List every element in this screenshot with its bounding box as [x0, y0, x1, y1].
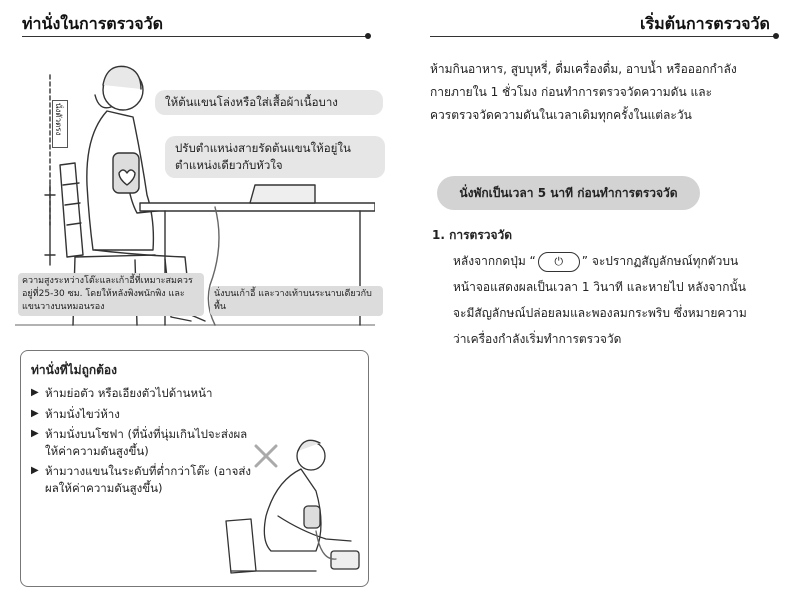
- wrong-posture-box: [20, 350, 369, 587]
- note-feet-flat: นั่งบนเก้าอี้ และวางเท้าบนระนาบเดียวกับ พื้น: [210, 286, 383, 316]
- step-title: 1. การตรวจวัด: [432, 228, 513, 242]
- list-item: ▶ ห้ามย่อตัว หรือเอียงตัวไปด้านหน้า: [31, 385, 256, 402]
- rest-five-minutes-banner: นั่งพักเป็นเวลา 5 นาที ก่อนทำการตรวจวัด: [437, 176, 700, 210]
- step-line-3: จะมีสัญลักษณ์ปล่อยลมและพองลมกระพริบ ซึ่งหมายความ: [453, 306, 747, 320]
- left-rule-dot: [365, 33, 371, 39]
- sit-straight-label: นั่งตัวตรง: [52, 100, 68, 148]
- list-item: ▶ ห้ามนั่งไขว่ห้าง: [31, 406, 256, 423]
- bubble-bare-arm: ให้ต้นแขนโล่งหรือใส่เสื้อผ้าเนื้อบาง: [155, 90, 383, 115]
- right-rule-dot: [773, 33, 779, 39]
- intro-paragraph: ห้ามกินอาหาร, สูบบุหรี่, ดื่มเครื่องดื่ม, อาบน้ำ หรือออกกำลัง กายภายใน 1 ชั่วโมง ก่อนทำการตรวจวัดความดัน และ ควรตรวจวัดความดันในเวลาเดิมทุกครั้งในแต่ละวัน: [430, 62, 737, 122]
- right-page-title: เริ่มต้นการตรวจวัด: [640, 14, 770, 33]
- step-line-1: หลังจากกดปุ่ม “ ⏻ ” จะปรากฏสัญลักษณ์ทุกตัวบน: [453, 248, 783, 274]
- power-button-icon: ⏻: [538, 252, 580, 272]
- left-page-title: ท่านั่งในการตรวจวัด: [22, 14, 164, 33]
- note-chair-height: ความสูงระหว่างโต๊ะและเก้าอี้ที่เหมาะสมควร อยู่ที่25-30 ซม. โดยให้หลังพิงพนักพิง และ แขนวางบนหมอนรอง: [18, 273, 204, 316]
- wrong-posture-title: ท่านั่งที่ไม่ถูกต้อง: [31, 363, 117, 377]
- list-item: ▶ ห้ามวางแขนในระดับที่ต่ำกว่าโต๊ะ (อาจส่งผลให้ค่าความดันสูงขึ้น): [31, 463, 256, 496]
- step-line-2: หน้าจอแสดงผลเป็นเวลา 1 วินาที และหายไป หลังจากนั้น: [453, 280, 746, 294]
- step-line-4: ว่าเครื่องกำลังเริ่มทำการตรวจวัด: [453, 332, 622, 346]
- step-body: [453, 248, 783, 352]
- left-title-rule: [22, 36, 367, 37]
- bubble-cuff-position: ปรับตำแหน่งสายรัดต้นแขนให้อยู่ใน ตำแหน่งเดียวกับหัวใจ: [165, 136, 385, 178]
- wrong-posture-illustration: [216, 421, 361, 581]
- list-item: ▶ ห้ามนั่งบนโซฟา (ที่นั่งที่นุ่มเกินไปจะส่งผลให้ค่าความดันสูงขึ้น): [31, 426, 256, 459]
